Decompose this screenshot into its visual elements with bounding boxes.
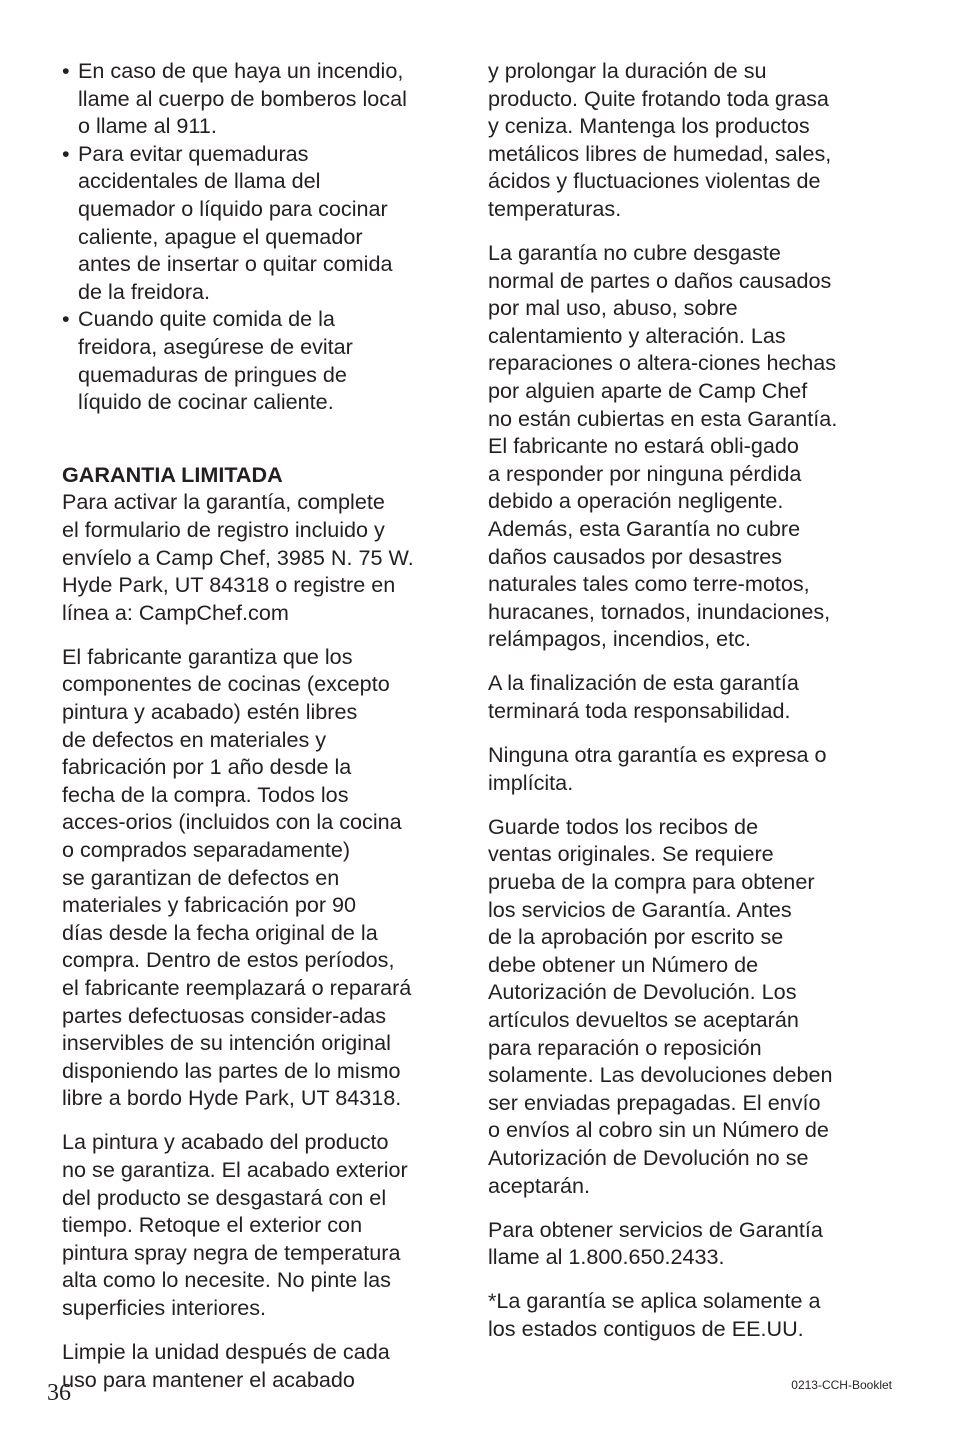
- text-line: y ceniza. Mantenga los productos: [488, 113, 810, 139]
- text-line: acces-orios (incluidos con la cocina: [62, 809, 402, 835]
- text-line: naturales tales como terre-motos,: [488, 571, 810, 597]
- paragraph-no-other-warranty: [488, 741, 888, 796]
- text-line: Ninguna otra garantía es expresa o: [488, 742, 827, 768]
- text-line: o comprados separadamente): [62, 836, 351, 862]
- text-line: no se garantiza. El acabado exterior: [62, 1156, 408, 1182]
- text-line: componentes de cocinas (excepto: [62, 671, 390, 697]
- section-heading-warranty: GARANTIA LIMITADA: [62, 461, 283, 487]
- text-line: de la aprobación por escrito se: [488, 924, 784, 950]
- text-line: alta como lo necesite. No pinte las: [62, 1267, 391, 1293]
- text-line: a responder por ninguna pérdida: [488, 460, 802, 486]
- text-line: llame al 1.800.650.2433.: [488, 1244, 725, 1270]
- paragraph-warranty-phone: [488, 1216, 888, 1271]
- text-line: por mal uso, abuso, sobre: [488, 295, 738, 321]
- text-line: freidora, asegúrese de evitar: [78, 333, 353, 359]
- paragraph-manufacturer-guarantee: [62, 643, 462, 1112]
- paragraph-paint-finish: [62, 1128, 462, 1321]
- text-line: fabricación por 1 año desde la: [62, 754, 352, 780]
- text-line: el formulario de registro incluido y: [62, 516, 385, 542]
- paragraph-prolong-product: [488, 57, 888, 223]
- text-line: o envíos al cobro sin un Número de: [488, 1117, 829, 1143]
- text-line: ácidos y fluctuaciones violentas de: [488, 168, 821, 194]
- text-line: caliente, apague el quemador: [78, 223, 363, 249]
- text-line: el fabricante reemplazará o reparará: [62, 974, 412, 1000]
- booklet-code: 0213-CCH-Booklet: [791, 1378, 892, 1392]
- text-line: • Para evitar quemaduras: [78, 140, 309, 166]
- text-line: prueba de la compra para obtener: [488, 869, 815, 895]
- right-column: [488, 57, 888, 1359]
- text-line: debido a operación negligente.: [488, 488, 784, 514]
- text-line: uso para mantener el acabado: [62, 1366, 355, 1392]
- text-line: Limpie la unidad después de cada: [62, 1339, 390, 1365]
- text-line: daños causados por desastres: [488, 543, 783, 569]
- text-line: superficies interiores.: [62, 1294, 267, 1320]
- text-line: no están cubiertas en esta Garantía.: [488, 405, 838, 431]
- bullet-remove-food: [62, 305, 462, 415]
- left-column: [62, 57, 462, 1410]
- text-line: envíelo a Camp Chef, 3985 N. 75 W.: [62, 544, 414, 570]
- text-line: quemaduras de pringues de: [78, 361, 347, 387]
- bullet-fire-emergency: [62, 57, 462, 140]
- text-line: línea a: CampChef.com: [62, 599, 289, 625]
- text-line: Para obtener servicios de Garantía: [488, 1216, 823, 1242]
- text-line: producto. Quite frotando toda grasa: [488, 85, 829, 111]
- text-line: para reparación o reposición: [488, 1034, 762, 1060]
- text-line: y prolongar la duración de su: [488, 58, 767, 83]
- text-line: terminará toda responsabilidad.: [488, 698, 791, 724]
- text-line: compra. Dentro de estos períodos,: [62, 947, 395, 973]
- text-line: días desde la fecha original de la: [62, 919, 378, 945]
- text-line: disponiendo las partes de lo mismo: [62, 1057, 401, 1083]
- text-line: El fabricante garantiza que los: [62, 643, 353, 669]
- text-line: materiales y fabricación por 90: [62, 892, 357, 918]
- text-line: temperaturas.: [488, 195, 622, 221]
- text-line: reparaciones o altera-ciones hechas: [488, 350, 837, 376]
- text-line: Hyde Park, UT 84318 o registre en: [62, 572, 396, 598]
- text-line: huracanes, tornados, inundaciones,: [488, 598, 831, 624]
- text-line: Autorización de Devolución no se: [488, 1144, 809, 1170]
- text-line: los servicios de Garantía. Antes: [488, 896, 792, 922]
- page-number: 36: [47, 1380, 71, 1406]
- text-line: accidentales de llama del: [78, 168, 321, 194]
- text-line: ventas originales. Se requiere: [488, 841, 774, 867]
- text-line: aceptarán.: [488, 1172, 591, 1198]
- text-line: solamente. Las devoluciones deben: [488, 1062, 833, 1088]
- text-line: Autorización de Devolución. Los: [488, 979, 797, 1005]
- text-line: llame al cuerpo de bomberos local: [78, 85, 407, 111]
- text-line: líquido de cocinar caliente.: [78, 389, 334, 415]
- bullet-avoid-burns: [62, 140, 462, 306]
- paragraph-warranty-exclusions: [488, 239, 888, 653]
- text-line: relámpagos, incendios, etc.: [488, 626, 751, 652]
- text-line: fecha de la compra. Todos los: [62, 781, 349, 807]
- text-line: partes defectuosas consider-adas: [62, 1002, 387, 1028]
- text-line: se garantizan de defectos en: [62, 864, 340, 890]
- paragraph-keep-receipts: [488, 813, 888, 1199]
- text-line: implícita.: [488, 769, 574, 795]
- text-line: tiempo. Retoque el exterior con: [62, 1212, 363, 1238]
- text-line: La pintura y acabado del producto: [62, 1129, 389, 1155]
- text-line: normal de partes o daños causados: [488, 267, 832, 293]
- paragraph-warranty-termination: [488, 669, 888, 724]
- text-line: quemador o líquido para cocinar: [78, 195, 388, 221]
- text-line: La garantía no cubre desgaste: [488, 240, 781, 266]
- text-line: inservibles de su intención original: [62, 1030, 391, 1056]
- text-line: por alguien aparte de Camp Chef: [488, 378, 808, 404]
- text-line: artículos devueltos se aceptarán: [488, 1007, 799, 1032]
- text-line: los estados contiguos de EE.UU.: [488, 1315, 804, 1341]
- paragraph-contiguous-states: [488, 1287, 888, 1342]
- text-line: A la finalización de esta garantía: [488, 670, 799, 696]
- text-line: del producto se desgastará con el: [62, 1184, 387, 1210]
- text-line: antes de insertar o quitar comida: [78, 251, 393, 277]
- text-line: *La garantía se aplica solamente a: [488, 1288, 821, 1314]
- text-line: de defectos en materiales y: [62, 726, 327, 752]
- paragraph-activate-warranty: [62, 488, 462, 626]
- text-line: calentamiento y alteración. Las: [488, 322, 786, 348]
- safety-bullet-list: [62, 57, 462, 416]
- text-line: • Cuando quite comida de la: [78, 306, 335, 332]
- text-line: ser enviadas prepagadas. El envío: [488, 1089, 821, 1115]
- text-line: Además, esta Garantía no cubre: [488, 516, 801, 541]
- text-line: pintura y acabado) estén libres: [62, 698, 358, 724]
- text-line: • En caso de que haya un incendio,: [78, 58, 404, 83]
- paragraph-clean-unit: [62, 1338, 462, 1393]
- text-line: pintura spray negra de temperatura: [62, 1239, 401, 1265]
- text-line: de la freidora.: [78, 278, 211, 304]
- text-line: debe obtener un Número de: [488, 951, 759, 977]
- text-line: Guarde todos los recibos de: [488, 813, 759, 839]
- text-line: El fabricante no estará obli-gado: [488, 433, 799, 459]
- text-line: o llame al 911.: [78, 113, 217, 139]
- text-line: Para activar la garantía, complete: [62, 489, 385, 515]
- text-line: metálicos libres de humedad, sales,: [488, 140, 832, 166]
- text-line: libre a bordo Hyde Park, UT 84318.: [62, 1085, 402, 1111]
